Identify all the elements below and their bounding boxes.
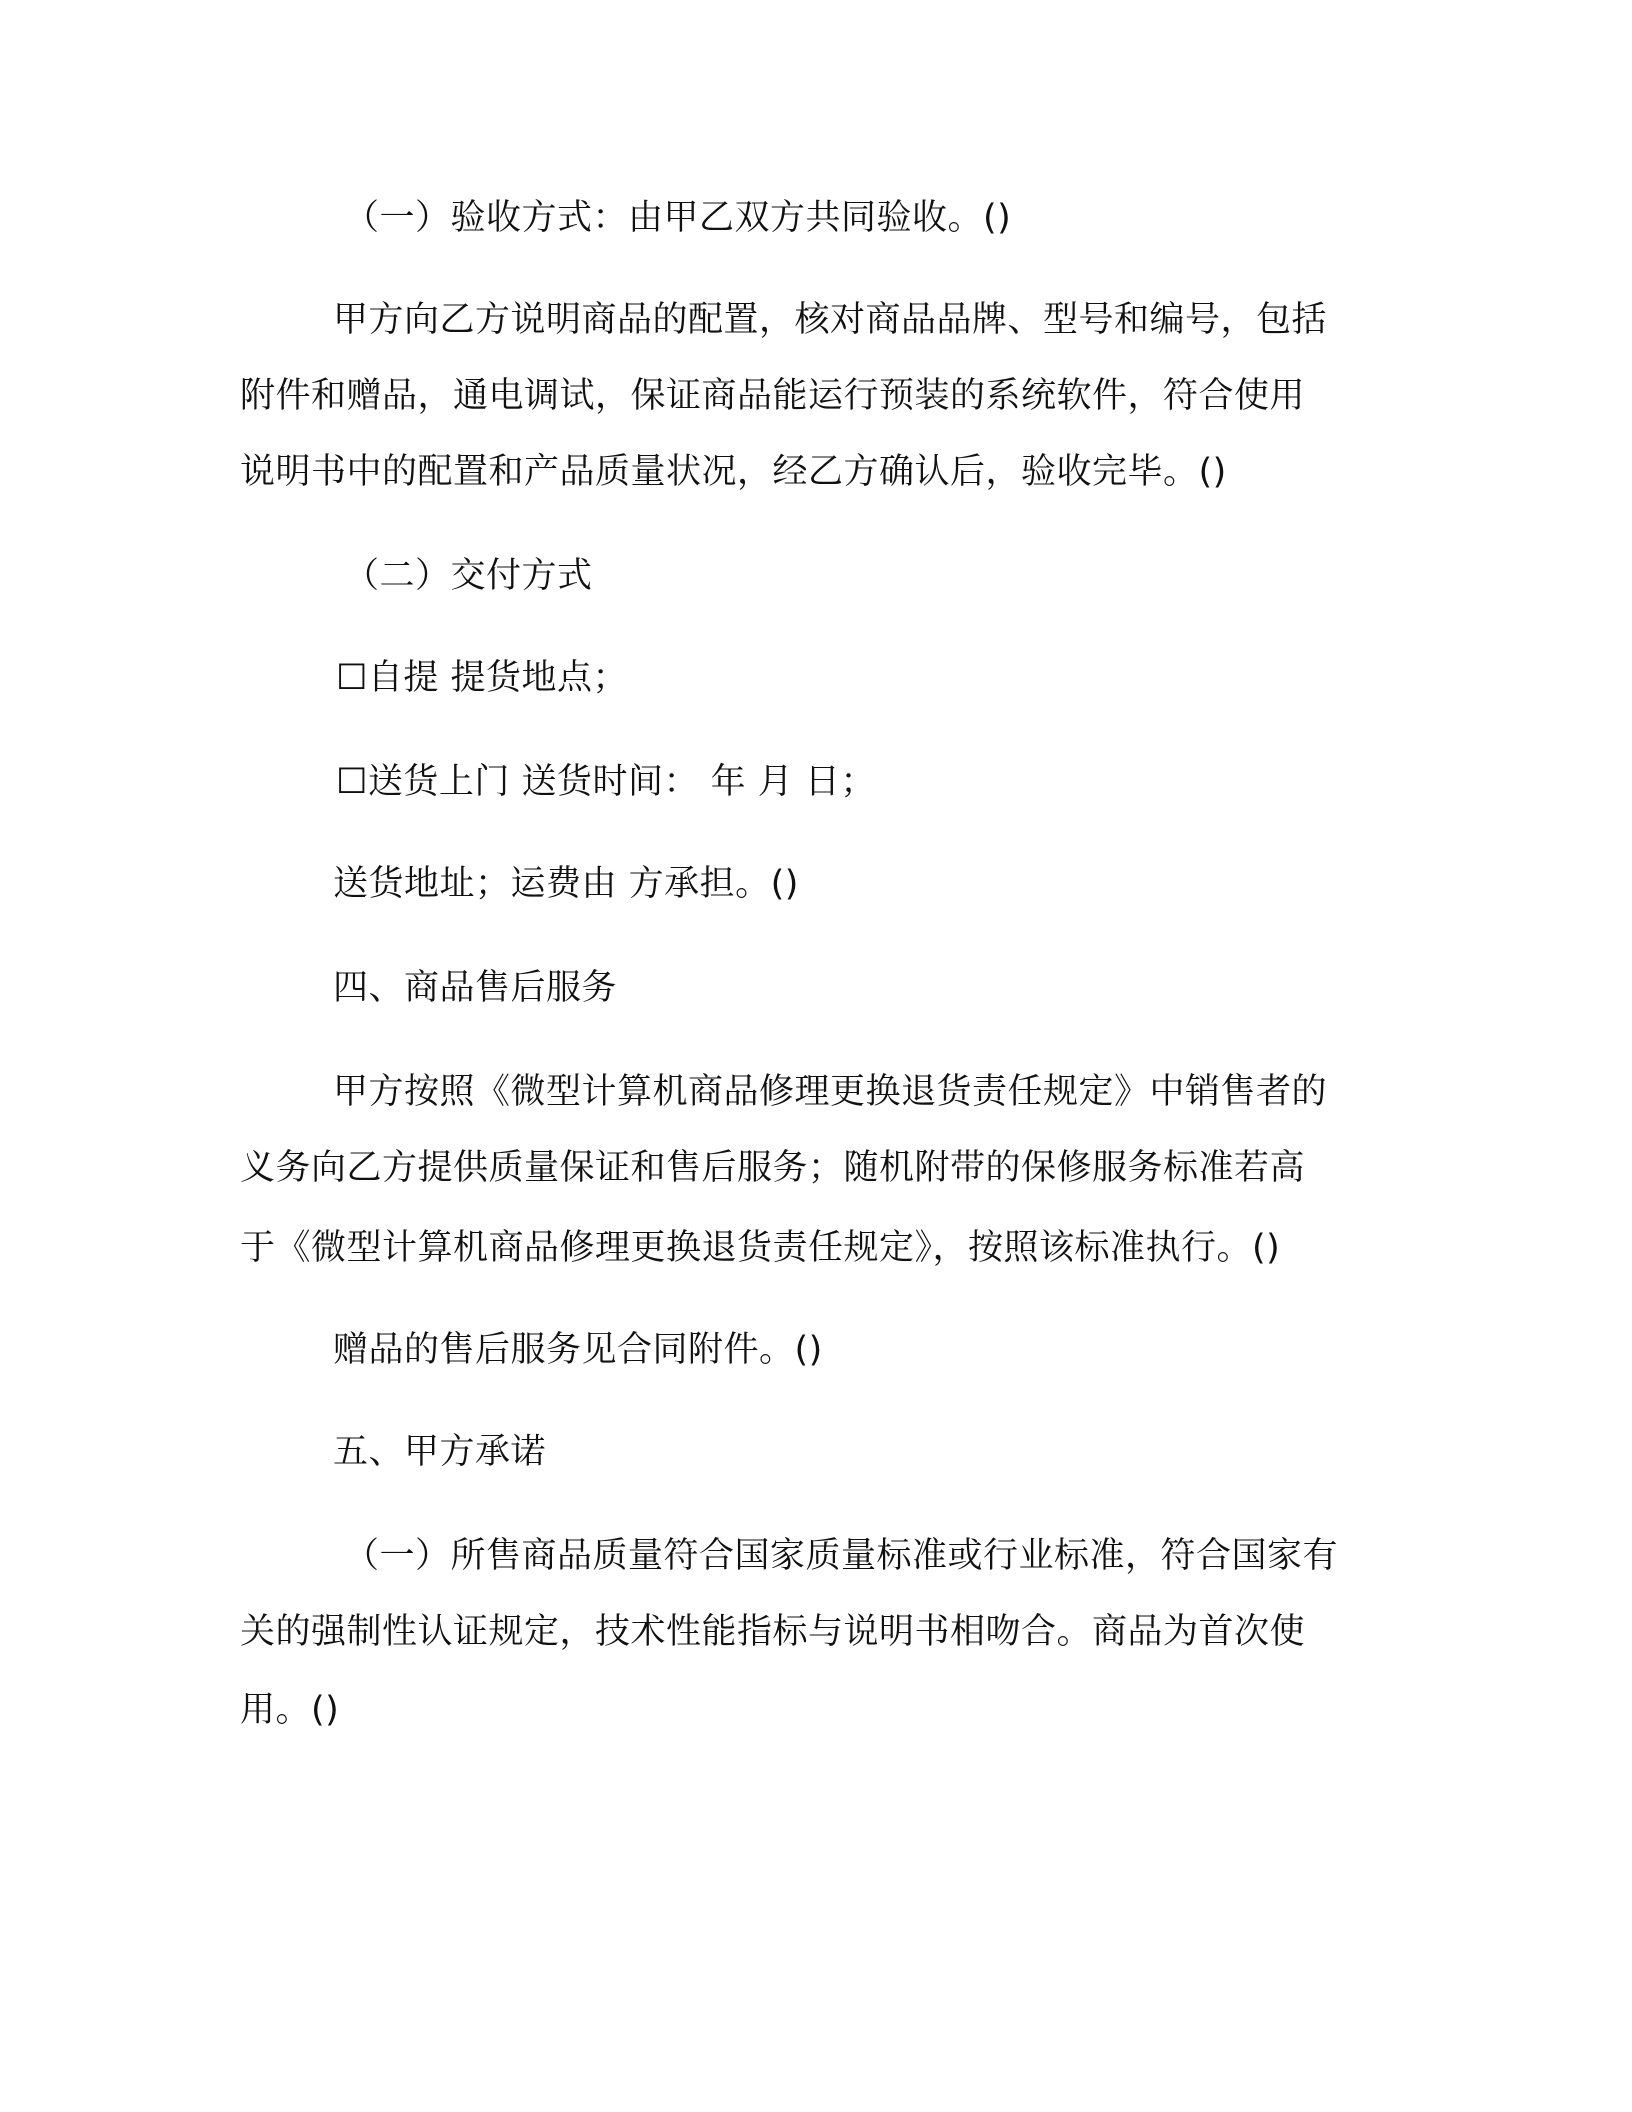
after-sales-section-heading: 四、商品售后服务 bbox=[333, 968, 618, 1008]
after-sales-paragraph-line-1: 甲方按照《微型计算机商品修理更换退货责任规定》中销售者的 bbox=[333, 1072, 1328, 1112]
commitment-paragraph-line-2: 关的强制性认证规定，技术性能指标与说明书相吻合。商品为首次使 bbox=[240, 1612, 1306, 1652]
commitment-paragraph-line-3: 用。() bbox=[240, 1690, 340, 1730]
acceptance-method-heading: （一）验收方式：由甲乙双方共同验收。() bbox=[344, 198, 1012, 238]
delivery-address-line: 送货地址；运费由 方承担。() bbox=[333, 864, 799, 904]
acceptance-paragraph-line-3: 说明书中的配置和产品质量状况，经乙方确认后，验收完毕。() bbox=[240, 452, 1227, 492]
gift-service-line: 赠品的售后服务见合同附件。() bbox=[333, 1330, 823, 1370]
commitment-paragraph-line-1: （一）所售商品质量符合国家质量标准或行业标准，符合国家有 bbox=[344, 1536, 1339, 1576]
self-pickup-option: ☐自提 提货地点； bbox=[336, 658, 629, 698]
acceptance-paragraph-line-2: 附件和赠品，通电调试，保证商品能运行预装的系统软件，符合使用 bbox=[240, 376, 1306, 416]
party-a-commitment-heading: 五、甲方承诺 bbox=[333, 1432, 547, 1472]
acceptance-paragraph-line-1: 甲方向乙方说明商品的配置，核对商品品牌、型号和编号，包括 bbox=[333, 300, 1328, 340]
home-delivery-option: ☐送货上门 送货时间： 年 月 日； bbox=[336, 762, 876, 802]
after-sales-paragraph-line-2: 义务向乙方提供质量保证和售后服务；随机附带的保修服务标准若高 bbox=[240, 1148, 1306, 1188]
after-sales-paragraph-line-3: 于《微型计算机商品修理更换退货责任规定》，按照该标准执行。() bbox=[240, 1228, 1281, 1268]
delivery-method-heading: （二）交付方式 bbox=[344, 556, 593, 596]
